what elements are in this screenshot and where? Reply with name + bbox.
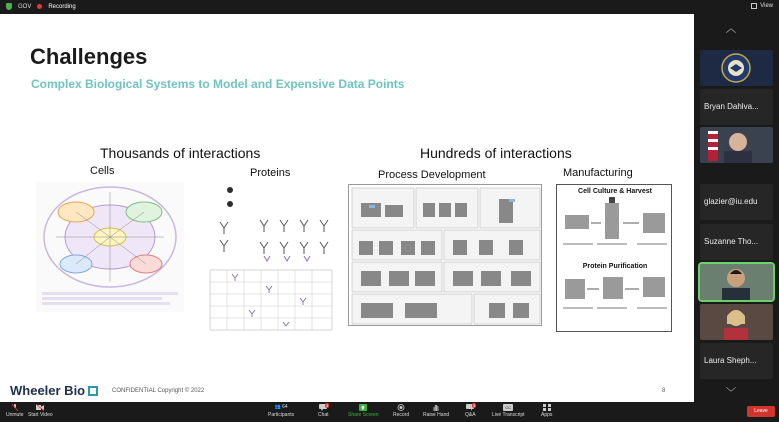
meeting-toolbar [0, 402, 779, 422]
manufacturing-label: Manufacturing [563, 167, 633, 179]
participant-tile-glazier[interactable] [700, 184, 773, 220]
qa-badge: 3 [473, 403, 476, 408]
proteins-label: Proteins [250, 167, 291, 179]
cell-culture-harvest-label: Cell Culture & Harvest [578, 188, 652, 195]
view-button[interactable] [751, 3, 773, 9]
left-heading: Thousands of interactions [100, 145, 261, 161]
process-development-figure [348, 184, 542, 326]
participant-tile-active-speaker[interactable] [700, 264, 773, 300]
slide-subtitle: Complex Biological Systems to Model and Expensive Data Points [31, 77, 405, 91]
leave-button[interactable]: Leave [747, 406, 775, 417]
protein-purification-label: Protein Purification [582, 263, 648, 270]
participant-count: 64 [282, 404, 288, 410]
apps-button[interactable]: Apps [541, 404, 552, 418]
protein-interactions-figure [200, 182, 336, 334]
agency-seal-icon [700, 50, 773, 86]
participant-name: Bryan Dahlva... [704, 102, 759, 111]
apps-icon [543, 404, 551, 411]
gallery-up-arrow-icon[interactable]: ︿ [726, 24, 736, 35]
wheeler-bio-logo [10, 383, 98, 398]
cells-label: Cells [90, 165, 115, 177]
cc-icon: CC [503, 404, 513, 411]
footer-copyright: CONFIDENTIAL Copyright © 2022 [112, 388, 205, 394]
top-bar [0, 0, 779, 14]
record-button[interactable]: Record [393, 404, 409, 418]
shared-slide [0, 14, 694, 402]
active-speaker-video-icon [700, 264, 773, 300]
participant-video-icon [700, 304, 773, 340]
microphone-muted-icon [11, 404, 19, 411]
process-dev-label: Process Development [378, 169, 486, 181]
live-transcript-button[interactable]: CC Live Transcript [492, 405, 525, 418]
gov-label: GOV [18, 3, 32, 10]
unmute-button[interactable]: Unmute [6, 404, 24, 418]
slide-title: Challenges [30, 44, 148, 69]
lab-equipment-grid-icon [349, 185, 542, 326]
qa-button[interactable]: 3 Q&A [465, 403, 476, 418]
video-off-icon [36, 404, 44, 411]
record-icon [397, 404, 405, 411]
manufacturing-figure [556, 184, 672, 332]
chat-button[interactable]: 3 Chat [318, 403, 329, 418]
view-label: View [760, 3, 773, 9]
participant-video-icon [700, 127, 773, 163]
security-shield-icon[interactable] [6, 3, 12, 10]
logo-mark-icon [88, 386, 98, 396]
chat-badge: 3 [326, 403, 329, 408]
footer-brand: Wheeler Bio [10, 383, 86, 398]
cell-pathway-figure [36, 182, 184, 312]
participant-tile-suzanne[interactable] [700, 224, 773, 260]
bioreactor-equipment-icon [557, 185, 672, 332]
participants-icon: 👥 64 [274, 404, 288, 410]
antibody-matrix-icon [200, 182, 336, 334]
grid-view-icon [751, 3, 757, 9]
raise-hand-button[interactable]: Raise Hand [423, 404, 449, 418]
share-screen-icon [359, 404, 367, 411]
right-heading: Hundreds of interactions [420, 145, 572, 161]
participant-tile-video-2[interactable] [700, 304, 773, 340]
recording-label[interactable]: Recording [48, 3, 76, 10]
start-video-button[interactable]: Start Video [28, 404, 53, 418]
participant-name: Suzanne Tho... [704, 237, 759, 246]
participant-tile-video[interactable] [700, 127, 773, 163]
participant-name: glazier@iu.edu [704, 197, 758, 206]
raise-hand-icon [432, 404, 440, 411]
participant-name: Laura Sheph... [704, 356, 757, 365]
slide-page-number: 8 [662, 388, 666, 394]
participant-tile-seal[interactable] [700, 50, 773, 86]
participants-button[interactable]: 👥 64 Participants [268, 404, 295, 418]
pathway-diagram-icon [36, 182, 184, 312]
participant-tile-bryan[interactable] [700, 89, 773, 125]
participant-tile-laura[interactable] [700, 343, 773, 379]
gallery-down-arrow-icon[interactable]: ﹀ [726, 388, 736, 399]
participant-gallery [694, 14, 779, 402]
recording-icon [37, 4, 42, 9]
share-screen-button[interactable]: Share Screen [348, 404, 379, 418]
